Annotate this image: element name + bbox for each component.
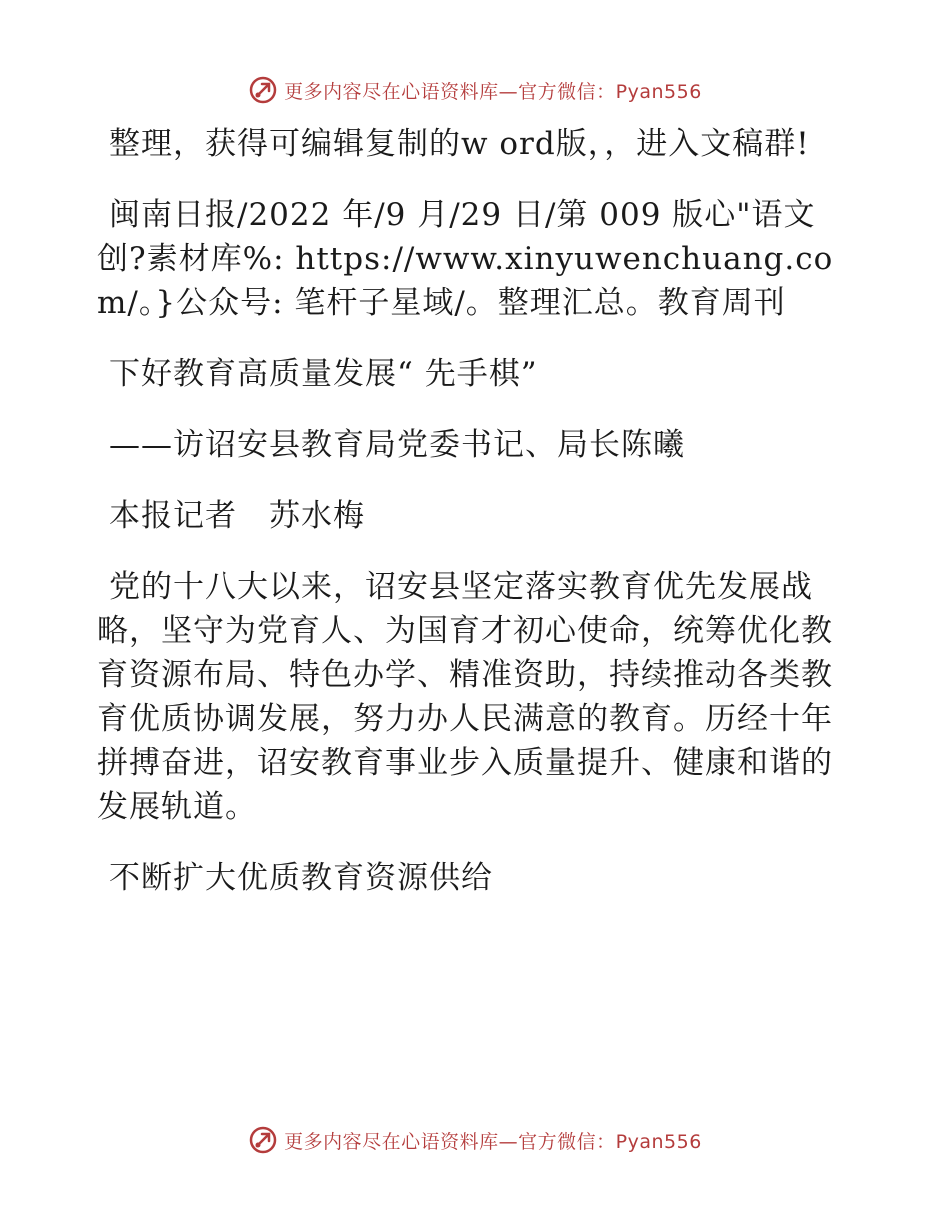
paragraph-body: 党的十八大以来，诏安县坚定落实教育优先发展战略，坚守为党育人、为国育才初心使命，统筹优化教育资源布局、特色办学、精准资助，持续推动各类教育优质协调发展，努力办人民满意的教育。历经十年拼搏奋进，诏安教育事业步入质量提升、健康和谐的发展轨道。 [97, 569, 833, 825]
brand-logo-icon [248, 1125, 278, 1155]
document-body [97, 122, 857, 927]
header-watermark-banner [0, 70, 950, 110]
paragraph-intro: 整理，获得可编辑复制的w ord版，，进入文稿群! [109, 126, 810, 162]
footer-watermark-banner [0, 1120, 950, 1160]
watermark-text: 更多内容尽在心语资料库—官方微信：Pyan556 [284, 80, 702, 103]
watermark-text: 更多内容尽在心语资料库—官方微信：Pyan556 [284, 1130, 702, 1153]
paragraph-source: 闽南日报/2022 年/9 月/29 日/第 009 版心"语文创?素材库%: https://www.xinyuwenchuang.com/。}公众号: 笔杆子星域/。整理汇总。教育周刊 [97, 197, 834, 321]
article-title: 下好教育高质量发展“ 先手棋” [109, 356, 538, 392]
article-subtitle: ——访诏安县教育局党委书记、局长陈曦 [109, 427, 685, 463]
article-byline: 本报记者 苏水梅 [109, 498, 365, 534]
brand-logo-icon [248, 75, 278, 105]
section-heading: 不断扩大优质教育资源供给 [109, 860, 493, 896]
